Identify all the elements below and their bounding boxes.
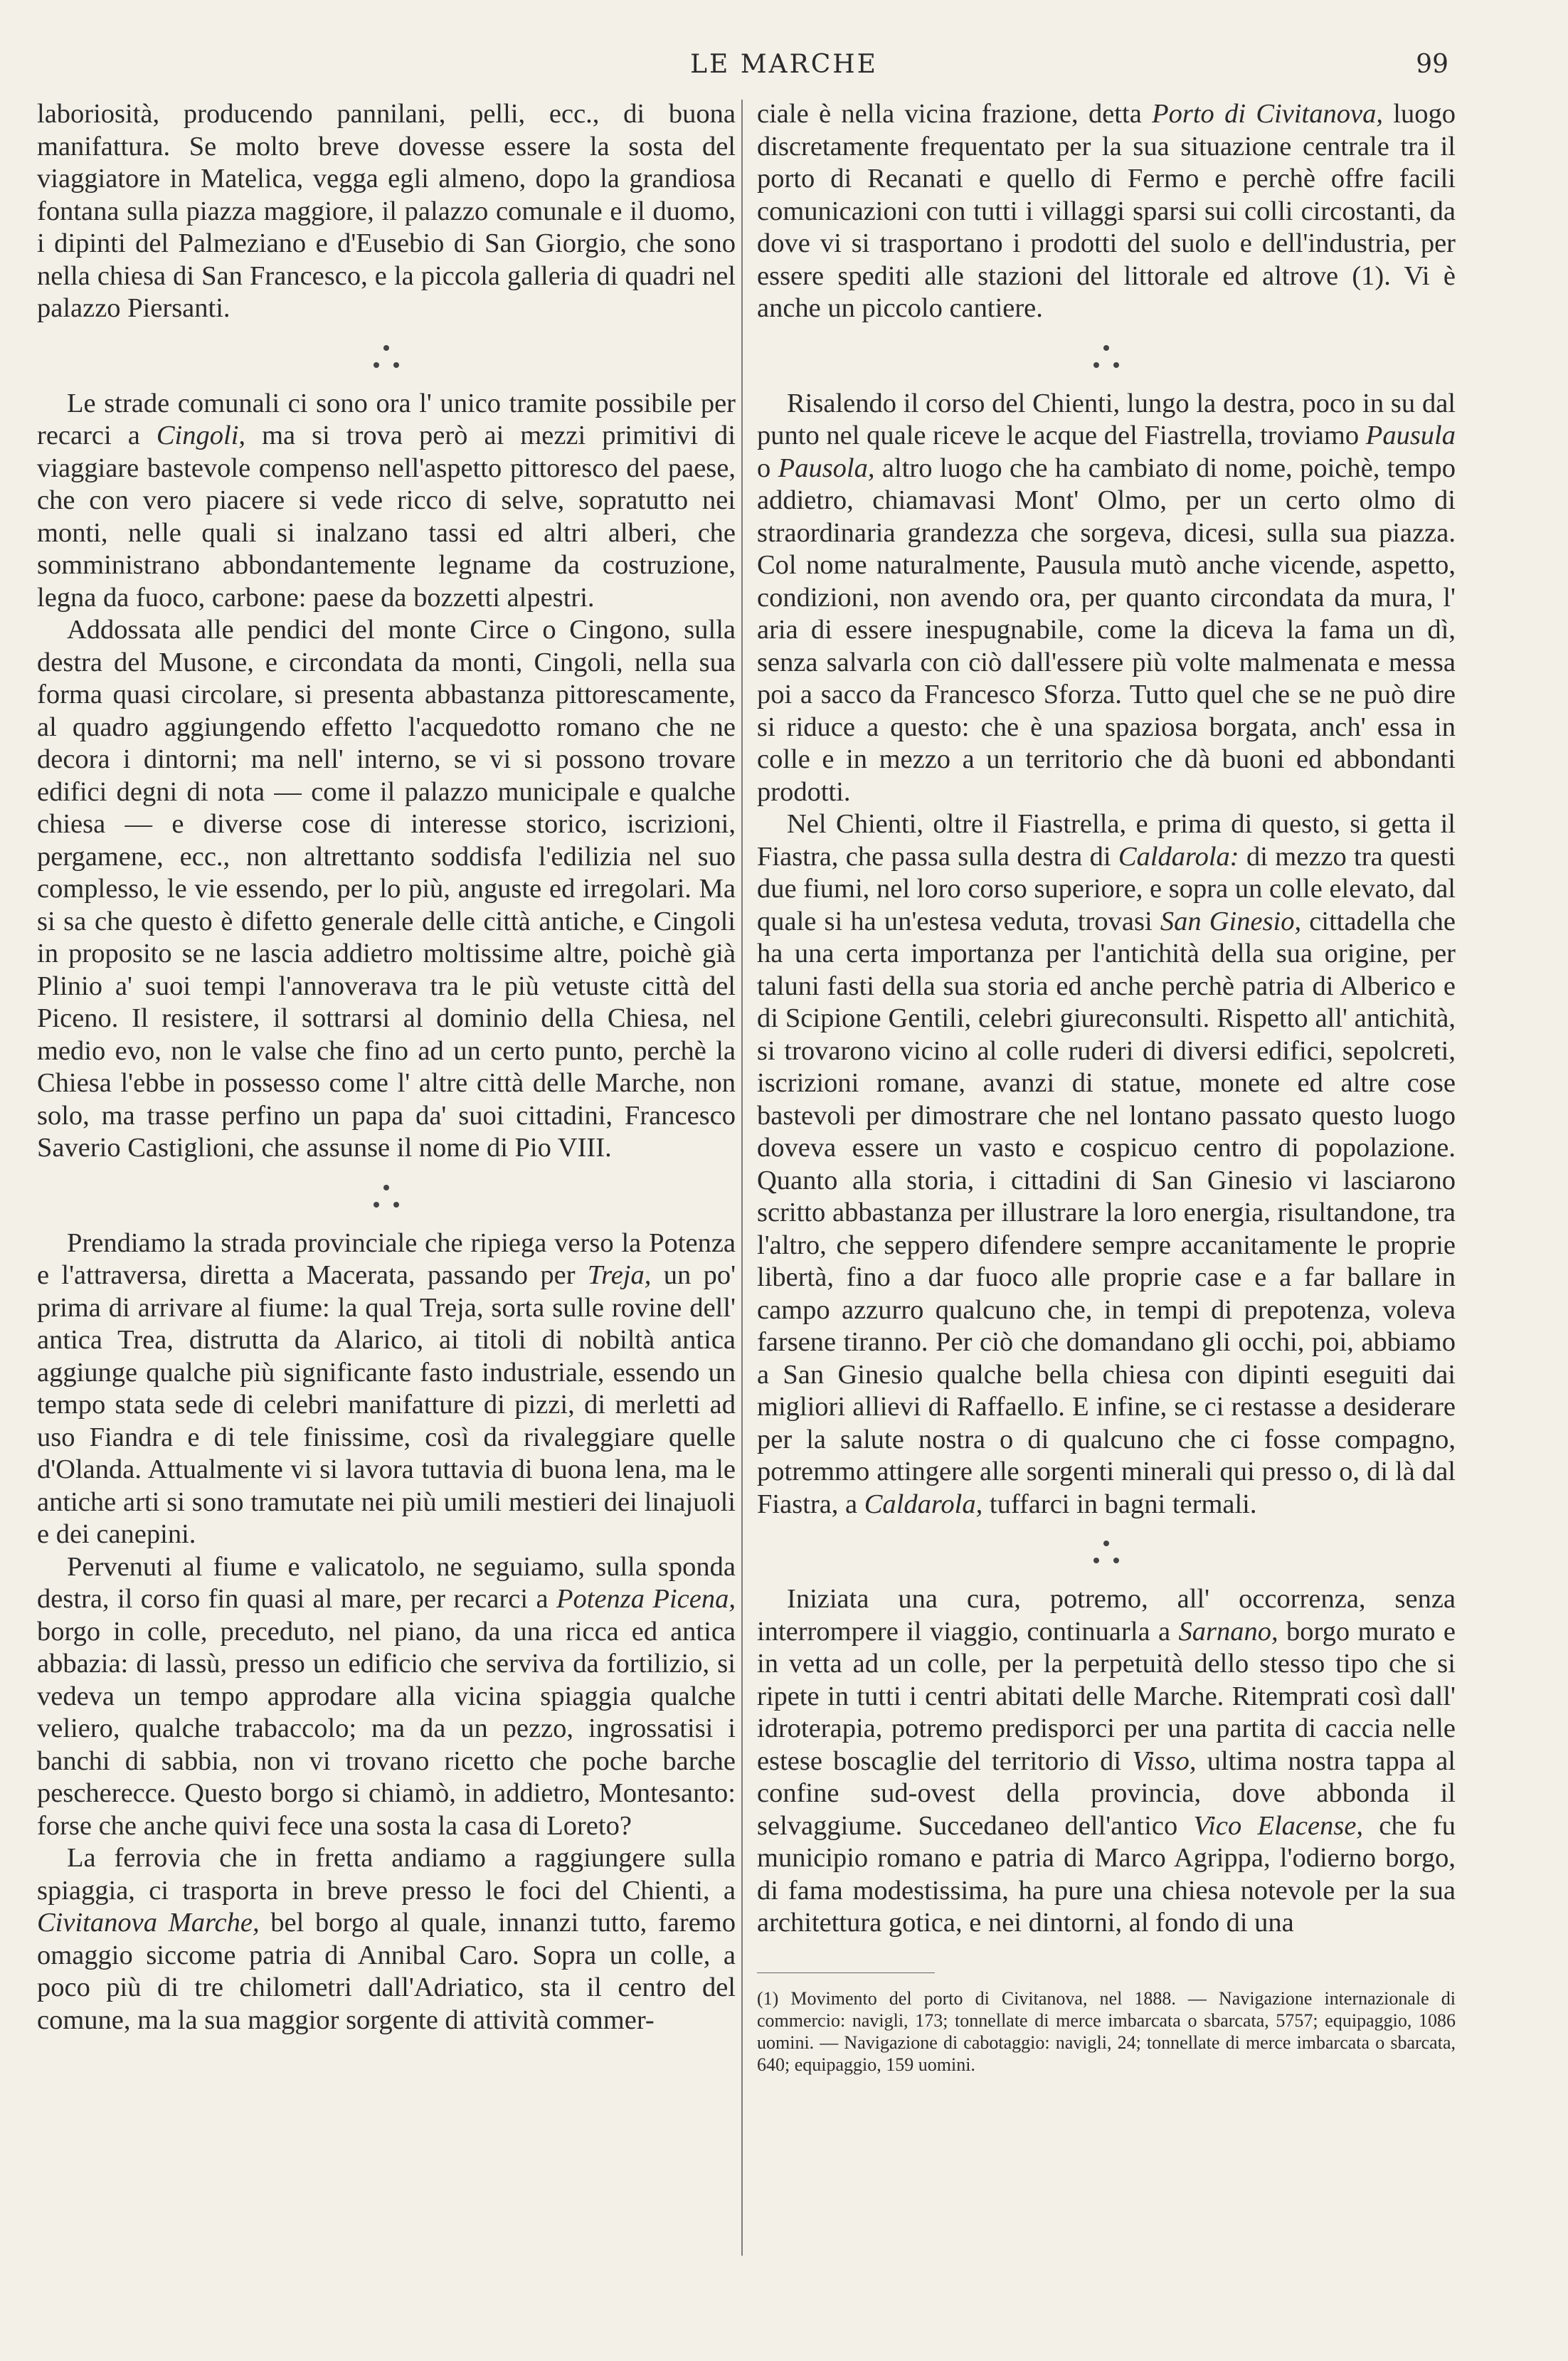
- asterism-divider: [757, 1536, 1456, 1573]
- asterism-dot: [374, 362, 379, 368]
- text-run: Pervenuti al fiume e valicatolo, ne seguiamo, sulla sponda destra, il corso fin quasi al mare, per recarci a: [37, 1551, 736, 1614]
- column-rule: [741, 100, 743, 2256]
- asterism-dot: [1103, 1541, 1109, 1546]
- text-run: altro luogo che ha cambiato di nome, poichè, tempo addietro, chiamavasi Mont' Olmo, per un certo olmo di straordinaria grandezza che sorgeva, dicesi, sulla sua piazza. Col nome naturalmente, Pausula mutò anche vicende, aspetto, condizioni, non avendo ora, per quanto circondata da mura, l' aria di essere inespugnabile, come la diceva la fama un dì, senza salvarla con ciò dall'essere più volte malmenata e messa poi a sacco da Francesco Sforza. Tutto quel che se ne può dire si riduce a questo: che è una spaziosa borgata, anch' essa in colle e in mezzo a un territorio che dà buoni ed abbondanti prodotti.: [757, 453, 1456, 807]
- text-run: ciale è nella vicina frazione, detta: [757, 99, 1153, 129]
- paragraph-pausula: [757, 388, 1456, 809]
- paragraph-treja: [37, 1227, 736, 1551]
- place-name: Pausola,: [778, 453, 875, 483]
- text-run: bel borgo al quale, innanzi tutto, faremo omaggio siccome patria di Annibal Caro. Sopra un colle, a poco più di tre chilometri dall'Adriatico, sta il centro del comune, ma la sua maggior sorgente di attività commer-: [37, 1908, 736, 2035]
- place-name: Treja,: [587, 1260, 652, 1290]
- text-run: Le strade comunali ci sono ora l' unico tramite possibile per recarci a: [37, 388, 736, 450]
- paragraph-potenza-picena: [37, 1551, 736, 1843]
- text-run: Nel Chienti, oltre il Fiastrella, e prima di questo, si getta il Fiastra, che passa sulla destra di: [757, 809, 1456, 872]
- text-run: ma si trova però ai mezzi primitivi di viaggiare bastevole compenso nell'aspetto pittoresco del paese, che con vero piacere si vede ricco di selve, sopratutto nei monti, nelle quali si inalzano tassi ed altri alberi, che somministrano abbondantemente legname da costruzione, legna da fuoco, carbone: paese da bozzetti alpestri.: [37, 421, 736, 613]
- asterism-dot: [393, 1202, 399, 1208]
- footnote: (1) Movimento del porto di Civitanova, nel 1888. — Navigazione internazionale di commercio: navigli, 173; tonnellate di merce imbarcata o sbarcata, 5757; equipaggio, 1086 uomini. — Navigazione di cabotaggio: navigli, 24; tonnellate di merce imbarcata o sbarcata, 640; equipaggio, 159 uomini.: [757, 1987, 1456, 2075]
- asterism-dot: [1113, 1558, 1119, 1563]
- asterism-dot: [393, 362, 399, 368]
- text-run: luogo discretamente frequentato per la sua situazione centrale tra il porto di Recanati e quello di Fermo e perchè offre facili comunicazioni con tutti i villaggi sparsi sui colli circostanti, da dove vi si trasportano i prodotti del suolo e dell'industria, per essere spediti alle stazioni del littorale ed altrove (1). Vi è anche un piccolo cantiere.: [757, 99, 1456, 323]
- text-run: Risalendo il corso del Chienti, lungo la destra, poco in su dal punto nel quale riceve le acque del Fiastrella, troviamo: [757, 388, 1456, 450]
- place-name: Sarnano,: [1178, 1616, 1278, 1647]
- place-name: Visso,: [1132, 1745, 1197, 1776]
- paragraph-matelica: laboriosità, producendo pannilani, pelli, ecc., di buona manifattura. Se molto breve dovesse essere la sosta del viaggiatore in Matelica, vegga egli almeno, dopo la grandiosa fontana sulla piazza maggiore, il palazzo comunale e il duomo, i dipinti del Palmeziano e d'Eusebio di San Giorgio, che sono nella chiesa di San Francesco, e la piccola galleria di quadri nel palazzo Piersanti.: [37, 99, 736, 323]
- place-name: Cingoli,: [156, 421, 246, 450]
- paragraph-san-ginesio: [757, 808, 1456, 1521]
- place-name: Caldarola:: [1118, 841, 1239, 872]
- place-name: Vico Elacense,: [1193, 1810, 1364, 1841]
- text-run: Iniziata una cura, potremo, all' occorrenza, senza interrompere il viaggio, continuarla a: [757, 1584, 1456, 1647]
- right-column: [757, 98, 1456, 2076]
- paragraph-porto-civitanova: [757, 98, 1456, 325]
- asterism-dot: [1093, 1558, 1099, 1563]
- asterism-dot: [383, 1185, 389, 1190]
- asterism-divider: [37, 1180, 736, 1218]
- asterism-dot: [383, 345, 389, 351]
- text-run: tuffarci in bagni termali.: [982, 1489, 1257, 1519]
- text-run: borgo murato e in vetta ad un colle, per la perpetuità dello stesso tipo che si ripete in tutti i centri abitati delle Marche. Ritemprati così dall' idroterapia, potremo predisporci per una partita di caccia nelle estese boscaglie del territorio di: [757, 1616, 1456, 1776]
- paragraph-civitanova: [37, 1842, 736, 2037]
- page-number: 99: [1416, 50, 1448, 79]
- text-run: di mezzo tra questi due fiumi, nel loro corso superiore, e sopra un colle elevato, dal quale si ha un'estesa veduta, trovasi: [757, 841, 1456, 936]
- asterism-divider: [37, 341, 736, 378]
- running-title: LE MARCHE: [690, 50, 878, 79]
- text-run: La ferrovia che in fretta andiamo a raggiungere sulla spiaggia, ci trasporta in breve presso le foci del Chienti, a: [37, 1843, 736, 1906]
- footnote-rule: [757, 1972, 935, 1973]
- place-name: Porto di Civitanova,: [1152, 99, 1383, 129]
- asterism-dot: [374, 1202, 379, 1208]
- text-run: ultima nostra tappa al confine sud-ovest della provincia, dove abbonda il selvaggiume. Succedaneo dell'antico: [757, 1745, 1456, 1841]
- paragraph-cingoli-roads: [37, 388, 736, 615]
- text-run: un po' prima di arrivare al fiume: la qual Treja, sorta sulle rovine dell' antica Trea, distrutta da Alarico, ai titoli di nobiltà antica aggiunge qualche più significante fasto industriale, essendo un tempo stata sede di celebri manifatture di pizzi, di merletti ad uso Fiandra e di tele finissime, così da rivaleggiare quelle d'Olanda. Attualmente vi si lavora tuttavia di buona lena, ma le antiche arti si sono tramutate nei più umili mestieri dei linajuoli e dei canepini.: [37, 1260, 736, 1549]
- text-run: che fu municipio romano e patria di Marco Agrippa, l'odierno borgo, di fama modestissima, ha pure una chiesa notevole per la sua architettura gotica, e nei dintorni, al fondo di una: [757, 1810, 1456, 1938]
- text-run: cittadella che ha una certa importanza per l'antichità della sua origine, per taluni fasti della sua storia ed anche perchè patria di Alberico e di Scipione Gentili, celebri giureconsulti. Rispetto all' antichità, si trovarono vicino al colle ruderi di diversi edifici, sepolcreti, iscrizioni romane, avanzi di statue, monete ed altre cose bastevoli per dimostrare che nel lontano passato questo luogo doveva essere un vasto e cospicuo centro di popolazione. Quanto alla storia, i cittadini di San Ginesio vi lasciarono scritto abbastanza per illustrare la loro energia, risultandone, tra l'altro, che seppero difendere sempre accanitamente le proprie libertà, fino a dar fuoco alle proprie case e a far ballare in campo azzurro qualcuno che, in tempi di prepotenza, voleva farsene tiranno. Per ciò che domandano gli occhi, poi, abbiamo a San Ginesio qualche bella chiesa con dipinti eseguiti dai migliori allievi di Raffaello. E infine, se ci restasse a desiderare per la salute nostra o di qualcuno che ci fosse compagno, potremmo attingere alle sorgenti minerali qui presso o, di là dal Fiastra, a: [757, 906, 1456, 1519]
- asterism-divider: [757, 341, 1456, 378]
- running-head: [0, 50, 1568, 93]
- text-run: Prendiamo la strada provinciale che ripiega verso la Potenza e l'attraversa, diretta a Macerata, passando per: [37, 1227, 736, 1290]
- left-column: [37, 98, 736, 2037]
- text-run: o: [757, 453, 778, 483]
- place-name: San Ginesio,: [1160, 906, 1302, 936]
- place-name: Pausula: [1365, 421, 1456, 450]
- place-name: Potenza Picena,: [556, 1584, 736, 1614]
- paragraph-sarnano-visso: [757, 1583, 1456, 1940]
- asterism-dot: [1093, 362, 1099, 368]
- asterism-dot: [1103, 345, 1109, 351]
- paragraph-cingoli: Addossata alle pendici del monte Circe o Cingono, sulla destra del Musone, e circondata da monti, Cingoli, nella sua forma quasi circolare, si presenta abbastanza pittorescamente, al quadro aggiungendo effetto l'acquedotto romano che ne decora i dintorni; ma nell' interno, se vi si possono trovare edifici degni di nota — come il palazzo municipale e qualche chiesa — e diverse cose di interesse storico, iscrizioni, pergamene, ecc., non altrettanto soddisfa l'edilizia nel suo complesso, le vie essendo, per lo più, anguste ed irregolari. Ma si sa che questo è difetto generale delle città antiche, e Cingoli in proposito se ne lascia addietro moltissime altre, poichè già Plinio a' suoi tempi l'annoverava tra le più vetuste città del Piceno. Il resistere, il sottrarsi al dominio della Chiesa, nel medio evo, non le valse che fino ad un certo punto, perchè la Chiesa l'ebbe in possesso come l' altre città delle Marche, non solo, ma trasse perfino un papa da' suoi cittadini, Francesco Saverio Castiglioni, che assunse il nome di Pio VIII.: [37, 615, 736, 1163]
- place-name: Civitanova Marche,: [37, 1908, 260, 1938]
- asterism-dot: [1113, 362, 1119, 368]
- place-name: Caldarola,: [864, 1489, 983, 1519]
- text-run: borgo in colle, preceduto, nel piano, da una ricca ed antica abbazia: di lassù, presso un edificio che serviva da fortilizio, si vedeva un tempo approdare alla vicina spiaggia qualche veliero, qualche trabaccolo; ma da un pezzo, ingrossatisi i banchi di sabbia, non vi trovano ricetto che poche barche pescherecce. Questo borgo si chiamò, in addietro, Montesanto: forse che anche quivi fece una sosta la casa di Loreto?: [37, 1616, 736, 1841]
